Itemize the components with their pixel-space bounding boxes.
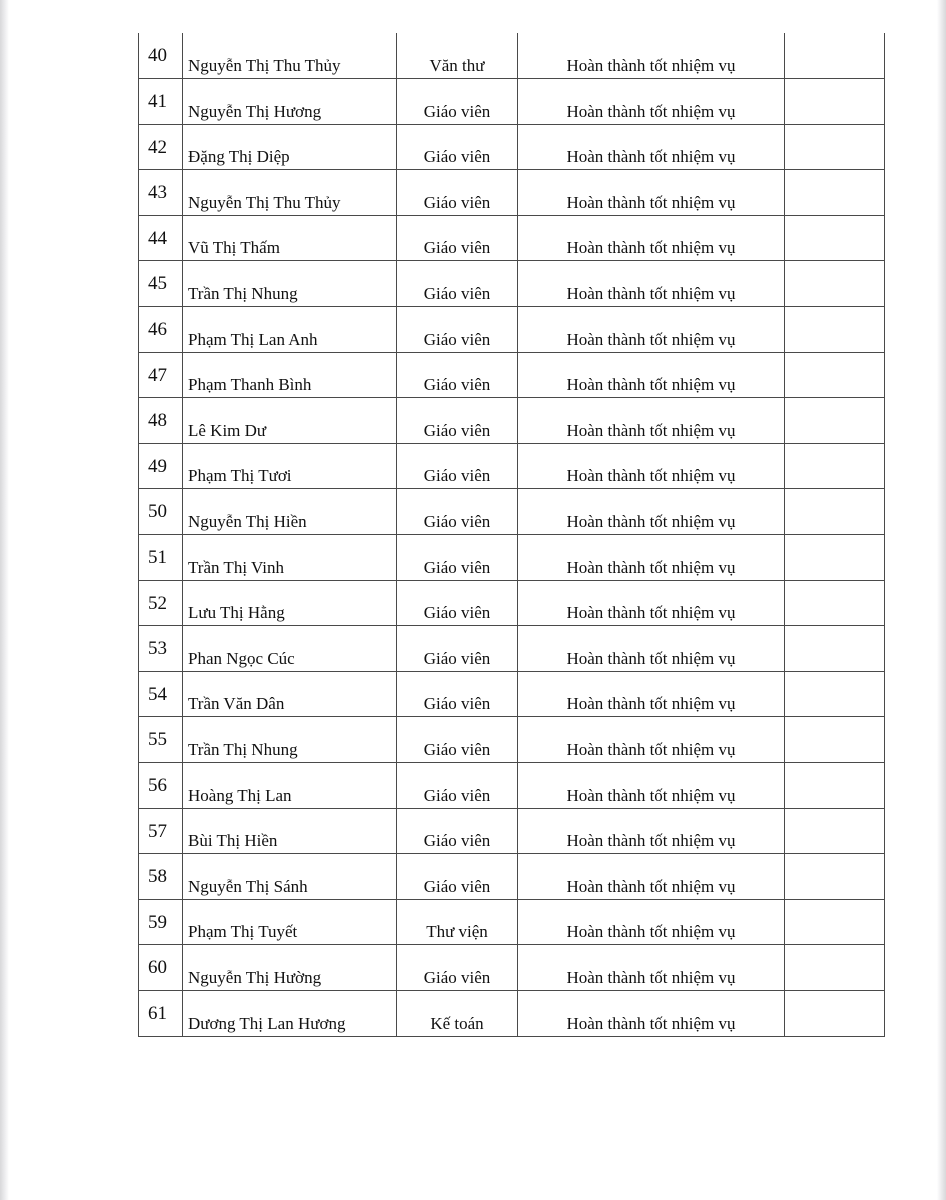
evaluation-result: Hoàn thành tốt nhiệm vụ (566, 1013, 736, 1033)
staff-position-cell (397, 443, 518, 489)
row-number: 55 (148, 729, 167, 751)
staff-position: Giáo viên (423, 512, 491, 532)
note-cell-cell (785, 307, 885, 353)
note-cell-cell (785, 808, 885, 854)
evaluation-result: Hoàn thành tốt nhiệm vụ (566, 238, 736, 258)
row-number-cell (139, 990, 183, 1036)
staff-name-cell (183, 124, 397, 170)
staff-name: Bùi Thị Hiền (188, 831, 278, 851)
evaluation-result-cell (518, 945, 785, 991)
staff-position: Giáo viên (423, 329, 491, 349)
staff-position-cell (397, 307, 518, 353)
evaluation-result-cell (518, 261, 785, 307)
row-number-cell (139, 33, 183, 79)
evaluation-result: Hoàn thành tốt nhiệm vụ (566, 56, 736, 76)
staff-position-cell (397, 170, 518, 216)
evaluation-result-cell (518, 535, 785, 581)
staff-name: Đặng Thị Diệp (188, 147, 290, 167)
staff-name: Phạm Thị Lan Anh (188, 329, 318, 349)
staff-name: Nguyễn Thị Hương (188, 101, 322, 121)
evaluation-result: Hoàn thành tốt nhiệm vụ (566, 101, 736, 121)
evaluation-result-cell (518, 33, 785, 79)
row-number-cell (139, 717, 183, 763)
staff-position-cell (397, 489, 518, 535)
evaluation-result-cell (518, 899, 785, 945)
staff-position-cell (397, 626, 518, 672)
row-number-cell (139, 580, 183, 626)
staff-position: Giáo viên (423, 466, 491, 486)
staff-name-cell (183, 489, 397, 535)
staff-position-cell (397, 352, 518, 398)
table-row (139, 33, 885, 79)
staff-position: Giáo viên (423, 101, 491, 121)
page-edge-right (937, 0, 946, 1200)
staff-position-cell (397, 808, 518, 854)
evaluation-result-cell (518, 990, 785, 1036)
staff-name: Nguyễn Thị Sánh (188, 876, 308, 896)
row-number: 53 (148, 638, 167, 660)
note-cell-cell (785, 580, 885, 626)
table-row (139, 215, 885, 261)
note-cell-cell (785, 261, 885, 307)
note-cell-cell (785, 170, 885, 216)
note-cell-cell (785, 443, 885, 489)
staff-name-cell (183, 33, 397, 79)
staff-position: Giáo viên (423, 147, 491, 167)
row-number-cell (139, 215, 183, 261)
note-cell-cell (785, 671, 885, 717)
row-number: 40 (148, 45, 167, 66)
evaluation-result-cell (518, 489, 785, 535)
table-row (139, 489, 885, 535)
table-row (139, 990, 885, 1036)
row-number-cell (139, 170, 183, 216)
staff-name-cell (183, 945, 397, 991)
staff-evaluation-table (138, 33, 885, 1037)
staff-position-cell (397, 854, 518, 900)
staff-name: Nguyễn Thị Hường (188, 967, 322, 987)
note-cell-cell (785, 717, 885, 763)
evaluation-result: Hoàn thành tốt nhiệm vụ (566, 420, 736, 440)
row-number-cell (139, 261, 183, 307)
row-number-cell (139, 124, 183, 170)
staff-position: Thư viện (426, 922, 488, 942)
table-row (139, 307, 885, 353)
row-number: 54 (148, 683, 167, 705)
table-row (139, 854, 885, 900)
note-cell-cell (785, 489, 885, 535)
staff-name-cell (183, 307, 397, 353)
staff-name: Trần Thị Nhung (188, 284, 298, 304)
staff-name-cell (183, 398, 397, 444)
staff-name: Nguyễn Thị Thu Thủy (188, 192, 341, 212)
staff-position-cell (397, 398, 518, 444)
staff-name-cell (183, 170, 397, 216)
table-row (139, 626, 885, 672)
staff-position: Văn thư (429, 56, 485, 76)
row-number-cell (139, 671, 183, 717)
staff-name: Dương Thị Lan Hương (188, 1013, 346, 1033)
table-row (139, 170, 885, 216)
staff-name-cell (183, 717, 397, 763)
row-number: 41 (148, 91, 167, 113)
staff-position: Giáo viên (423, 967, 491, 987)
row-number: 45 (148, 273, 167, 295)
row-number-cell (139, 443, 183, 489)
row-number: 48 (148, 410, 167, 432)
staff-name: Trần Thị Vinh (188, 557, 284, 577)
staff-position: Giáo viên (423, 420, 491, 440)
note-cell-cell (785, 352, 885, 398)
evaluation-result: Hoàn thành tốt nhiệm vụ (566, 922, 736, 942)
staff-position-cell (397, 671, 518, 717)
row-number-cell (139, 626, 183, 672)
table-row (139, 352, 885, 398)
note-cell-cell (785, 763, 885, 809)
table-row (139, 124, 885, 170)
evaluation-result: Hoàn thành tốt nhiệm vụ (566, 831, 736, 851)
row-number-cell (139, 535, 183, 581)
evaluation-result-cell (518, 352, 785, 398)
row-number: 58 (148, 866, 167, 888)
evaluation-result-cell (518, 443, 785, 489)
row-number: 57 (148, 820, 167, 842)
staff-name: Vũ Thị Thấm (188, 238, 280, 258)
row-number-cell (139, 899, 183, 945)
row-number-cell (139, 763, 183, 809)
evaluation-result: Hoàn thành tốt nhiệm vụ (566, 512, 736, 532)
row-number: 51 (148, 547, 167, 569)
evaluation-result: Hoàn thành tốt nhiệm vụ (566, 466, 736, 486)
staff-name: Nguyễn Thị Hiền (188, 512, 307, 532)
note-cell-cell (785, 990, 885, 1036)
staff-position: Giáo viên (423, 831, 491, 851)
note-cell-cell (785, 33, 885, 79)
table-row (139, 899, 885, 945)
staff-name-cell (183, 899, 397, 945)
staff-position: Giáo viên (423, 557, 491, 577)
evaluation-result: Hoàn thành tốt nhiệm vụ (566, 375, 736, 395)
staff-name-cell (183, 671, 397, 717)
staff-position-cell (397, 124, 518, 170)
evaluation-result: Hoàn thành tốt nhiệm vụ (566, 557, 736, 577)
staff-name-cell (183, 854, 397, 900)
table-row (139, 763, 885, 809)
row-number: 52 (148, 592, 167, 614)
staff-name-cell (183, 763, 397, 809)
staff-position: Giáo viên (423, 785, 491, 805)
row-number-cell (139, 307, 183, 353)
table-row (139, 671, 885, 717)
table-row (139, 808, 885, 854)
table-row (139, 717, 885, 763)
row-number-cell (139, 352, 183, 398)
staff-name-cell (183, 580, 397, 626)
note-cell-cell (785, 854, 885, 900)
evaluation-result: Hoàn thành tốt nhiệm vụ (566, 329, 736, 349)
staff-position: Giáo viên (423, 694, 491, 714)
staff-name-cell (183, 990, 397, 1036)
table-row (139, 580, 885, 626)
staff-position-cell (397, 261, 518, 307)
evaluation-result-cell (518, 215, 785, 261)
table-row (139, 79, 885, 125)
evaluation-result: Hoàn thành tốt nhiệm vụ (566, 876, 736, 896)
evaluation-result-cell (518, 671, 785, 717)
table-row (139, 945, 885, 991)
staff-name: Hoàng Thị Lan (188, 785, 292, 805)
staff-position: Giáo viên (423, 876, 491, 896)
evaluation-result-cell (518, 580, 785, 626)
staff-name-cell (183, 443, 397, 489)
row-number: 47 (148, 364, 167, 386)
staff-name-cell (183, 261, 397, 307)
evaluation-result-cell (518, 170, 785, 216)
table-row (139, 535, 885, 581)
note-cell-cell (785, 626, 885, 672)
staff-name: Trần Thị Nhung (188, 740, 298, 759)
evaluation-result: Hoàn thành tốt nhiệm vụ (566, 192, 736, 212)
evaluation-result: Hoàn thành tốt nhiệm vụ (566, 147, 736, 167)
evaluation-result-cell (518, 808, 785, 854)
row-number: 56 (148, 775, 167, 796)
evaluation-result-cell (518, 854, 785, 900)
staff-name-cell (183, 352, 397, 398)
row-number-cell (139, 854, 183, 900)
evaluation-result: Hoàn thành tốt nhiệm vụ (566, 967, 736, 987)
staff-position-cell (397, 580, 518, 626)
evaluation-result: Hoàn thành tốt nhiệm vụ (566, 694, 736, 714)
note-cell-cell (785, 79, 885, 125)
table-row (139, 261, 885, 307)
page-edge-left (0, 0, 9, 1200)
staff-position: Giáo viên (423, 284, 491, 304)
row-number: 60 (148, 957, 167, 979)
staff-position-cell (397, 33, 518, 79)
evaluation-result-cell (518, 717, 785, 763)
staff-position: Giáo viên (423, 192, 491, 212)
table-row (139, 398, 885, 444)
staff-name-cell (183, 215, 397, 261)
row-number: 43 (148, 182, 167, 204)
staff-name-cell (183, 808, 397, 854)
staff-position-cell (397, 215, 518, 261)
staff-name-cell (183, 626, 397, 672)
staff-position-cell (397, 990, 518, 1036)
evaluation-result: Hoàn thành tốt nhiệm vụ (566, 648, 736, 668)
staff-position: Giáo viên (423, 238, 491, 258)
staff-name: Lê Kim Dư (188, 420, 267, 440)
staff-name: Trần Văn Dân (188, 694, 285, 714)
evaluation-result-cell (518, 124, 785, 170)
evaluation-result-cell (518, 398, 785, 444)
row-number-cell (139, 945, 183, 991)
evaluation-result: Hoàn thành tốt nhiệm vụ (566, 603, 736, 623)
staff-name: Phạm Thanh Bình (188, 375, 312, 395)
row-number-cell (139, 79, 183, 125)
evaluation-result: Hoàn thành tốt nhiệm vụ (566, 284, 736, 304)
row-number-cell (139, 808, 183, 854)
row-number-cell (139, 489, 183, 535)
row-number: 59 (148, 911, 167, 933)
note-cell-cell (785, 535, 885, 581)
staff-position-cell (397, 717, 518, 763)
row-number: 44 (148, 227, 167, 249)
note-cell-cell (785, 124, 885, 170)
staff-name: Lưu Thị Hằng (188, 603, 285, 623)
row-number: 61 (148, 1002, 167, 1024)
staff-position-cell (397, 79, 518, 125)
staff-name: Nguyễn Thị Thu Thủy (188, 56, 341, 76)
staff-position: Kế toán (430, 1013, 484, 1033)
note-cell-cell (785, 215, 885, 261)
staff-position: Giáo viên (423, 740, 491, 759)
staff-name-cell (183, 535, 397, 581)
row-number: 42 (148, 136, 167, 158)
table-row (139, 443, 885, 489)
staff-position-cell (397, 899, 518, 945)
staff-position: Giáo viên (423, 375, 491, 395)
row-number-cell (139, 398, 183, 444)
evaluation-result-cell (518, 763, 785, 809)
evaluation-result: Hoàn thành tốt nhiệm vụ (566, 740, 736, 759)
evaluation-result-cell (518, 626, 785, 672)
staff-position-cell (397, 535, 518, 581)
staff-position-cell (397, 763, 518, 809)
staff-position: Giáo viên (423, 648, 491, 668)
row-number: 49 (148, 455, 167, 477)
note-cell-cell (785, 398, 885, 444)
staff-name-cell (183, 79, 397, 125)
evaluation-result-cell (518, 79, 785, 125)
staff-position: Giáo viên (423, 603, 491, 623)
row-number: 50 (148, 501, 167, 523)
staff-name: Phạm Thị Tuyết (188, 922, 298, 942)
row-number: 46 (148, 319, 167, 341)
staff-name: Phan Ngọc Cúc (188, 648, 295, 668)
staff-position-cell (397, 945, 518, 991)
evaluation-result: Hoàn thành tốt nhiệm vụ (566, 785, 736, 805)
staff-name: Phạm Thị Tươi (188, 466, 292, 486)
note-cell-cell (785, 945, 885, 991)
table-body (139, 33, 885, 1036)
evaluation-result-cell (518, 307, 785, 353)
note-cell-cell (785, 899, 885, 945)
